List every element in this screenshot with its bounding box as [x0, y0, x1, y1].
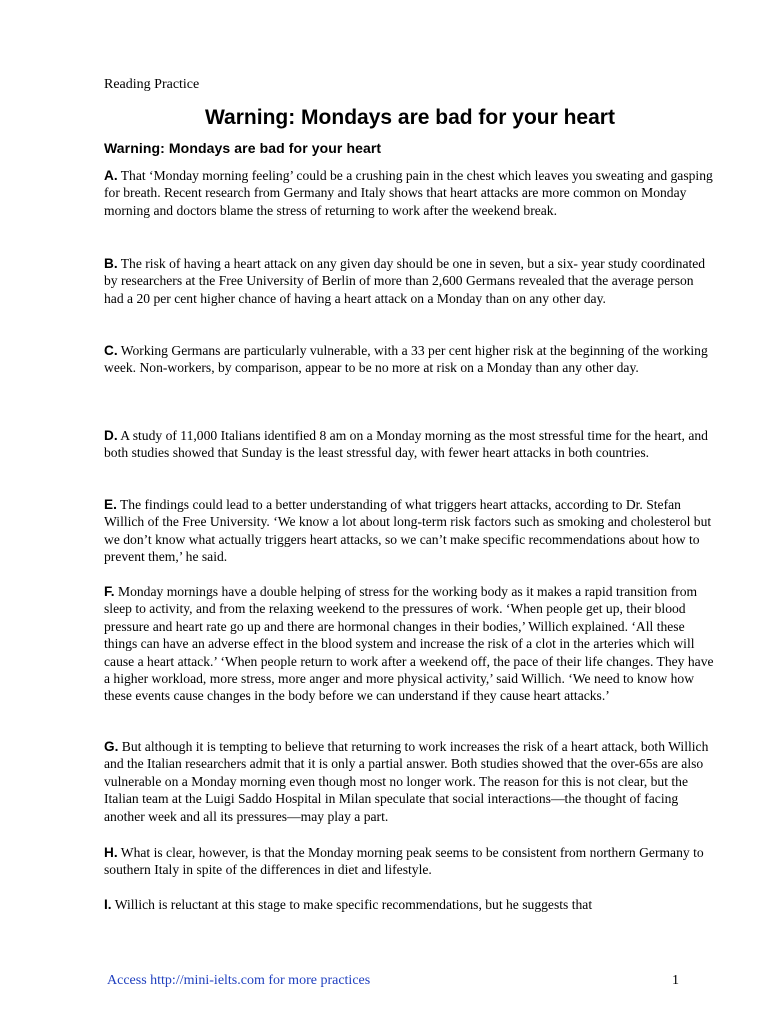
paragraph-letter: A.: [104, 168, 118, 183]
paragraph-h: [104, 844, 716, 879]
paragraph-letter: G.: [104, 739, 119, 754]
paragraph-c: [104, 342, 716, 377]
paragraph-text: But although it is tempting to believe that returning to work increases the risk of a heart attack, both Willich and the Italian researchers admit that it is only a partial answer. Both studies showed that the over-65s are also vulnerable on a Monday morning even though most no longer work. The reason for this is not clear, but the Italian team at the Luigi Saddo Hospital in Milan speculate that social interactions—the thought of facing another week and all its pressures—may play a part.: [104, 739, 709, 824]
paragraph-g: [104, 738, 716, 825]
paragraph-d: [104, 427, 716, 462]
footer-link[interactable]: Access http://mini-ielts.com for more practices: [107, 973, 371, 988]
paragraph-letter: E.: [104, 497, 117, 512]
paragraph-text: Willich is reluctant at this stage to make specific recommendations, but he suggests that: [114, 897, 593, 912]
paragraph-letter: D.: [104, 428, 118, 443]
paragraph-letter: C.: [104, 343, 118, 358]
paragraph-text: Monday mornings have a double helping of stress for the working body as it makes a rapid transition from sleep to activity, and from the relaxing weekend to the pressures of work. ‘When people get up, their blood pressure and heart rate go up and there are hormonal changes in their bodies,’ Willich explained. ‘All these things can have an adverse effect in the blood system and increase the risk of a clot in the arteries which will cause a heart attack.’ ‘When people return to work after a weekend off, the pace of their life changes. They have a higher workload, more stress, more anger and more physical activity,’ said Willich. ‘We need to know how these events cause changes in the body before we can understand if they cause heart attacks.’: [104, 584, 714, 704]
paragraph-e: [104, 496, 716, 566]
header-label: Reading Practice: [104, 77, 200, 92]
paragraph-a: [104, 167, 716, 219]
paragraph-i: [104, 896, 716, 913]
paragraph-text: The risk of having a heart attack on any given day should be one in seven, but a six- year study coordinated by researchers at the Free University of Berlin of more than 2,600 Germans revealed that the average person had a 20 per cent higher chance of having a heart attack on a Monday than on any other day.: [104, 256, 706, 306]
paragraph-letter: F.: [104, 584, 115, 599]
paragraph-text: A study of 11,000 Italians identified 8 am on a Monday morning as the most stressful time for the heart, and both studies showed that Sunday is the least stressful day, with fewer heart attacks in both countries.: [104, 428, 708, 461]
paragraph-f: [104, 583, 716, 705]
page-title: Warning: Mondays are bad for your heart: [205, 106, 615, 129]
paragraph-text: Working Germans are particularly vulnerable, with a 33 per cent higher risk at the beginning of the working week. Non-workers, by comparison, appear to be no more at risk on a Monday than any other day.: [104, 343, 708, 376]
page-number: 1: [672, 973, 679, 988]
paragraph-b: [104, 255, 716, 307]
paragraph-letter: B.: [104, 256, 118, 271]
paragraph-text: What is clear, however, is that the Monday morning peak seems to be consistent from northern Germany to southern Italy in spite of the differences in diet and lifestyle.: [104, 845, 704, 878]
paragraph-text: That ‘Monday morning feeling’ could be a crushing pain in the chest which leaves you sweating and gasping for breath. Recent research from Germany and Italy shows that heart attacks are more common on Monday morning and doctors blame the stress of returning to work after the weekend break.: [104, 168, 713, 218]
paragraph-letter: I.: [104, 897, 112, 912]
paragraph-letter: H.: [104, 845, 118, 860]
article-subtitle: Warning: Mondays are bad for your heart: [104, 140, 382, 156]
paragraph-text: The findings could lead to a better understanding of what triggers heart attacks, according to Dr. Stefan Willich of the Free University. ‘We know a lot about long-term risk factors such as smoking and cholesterol but we don’t know what actually triggers heart attacks, so we can’t make specific recommendations about how to prevent them,’ he said.: [104, 497, 712, 565]
